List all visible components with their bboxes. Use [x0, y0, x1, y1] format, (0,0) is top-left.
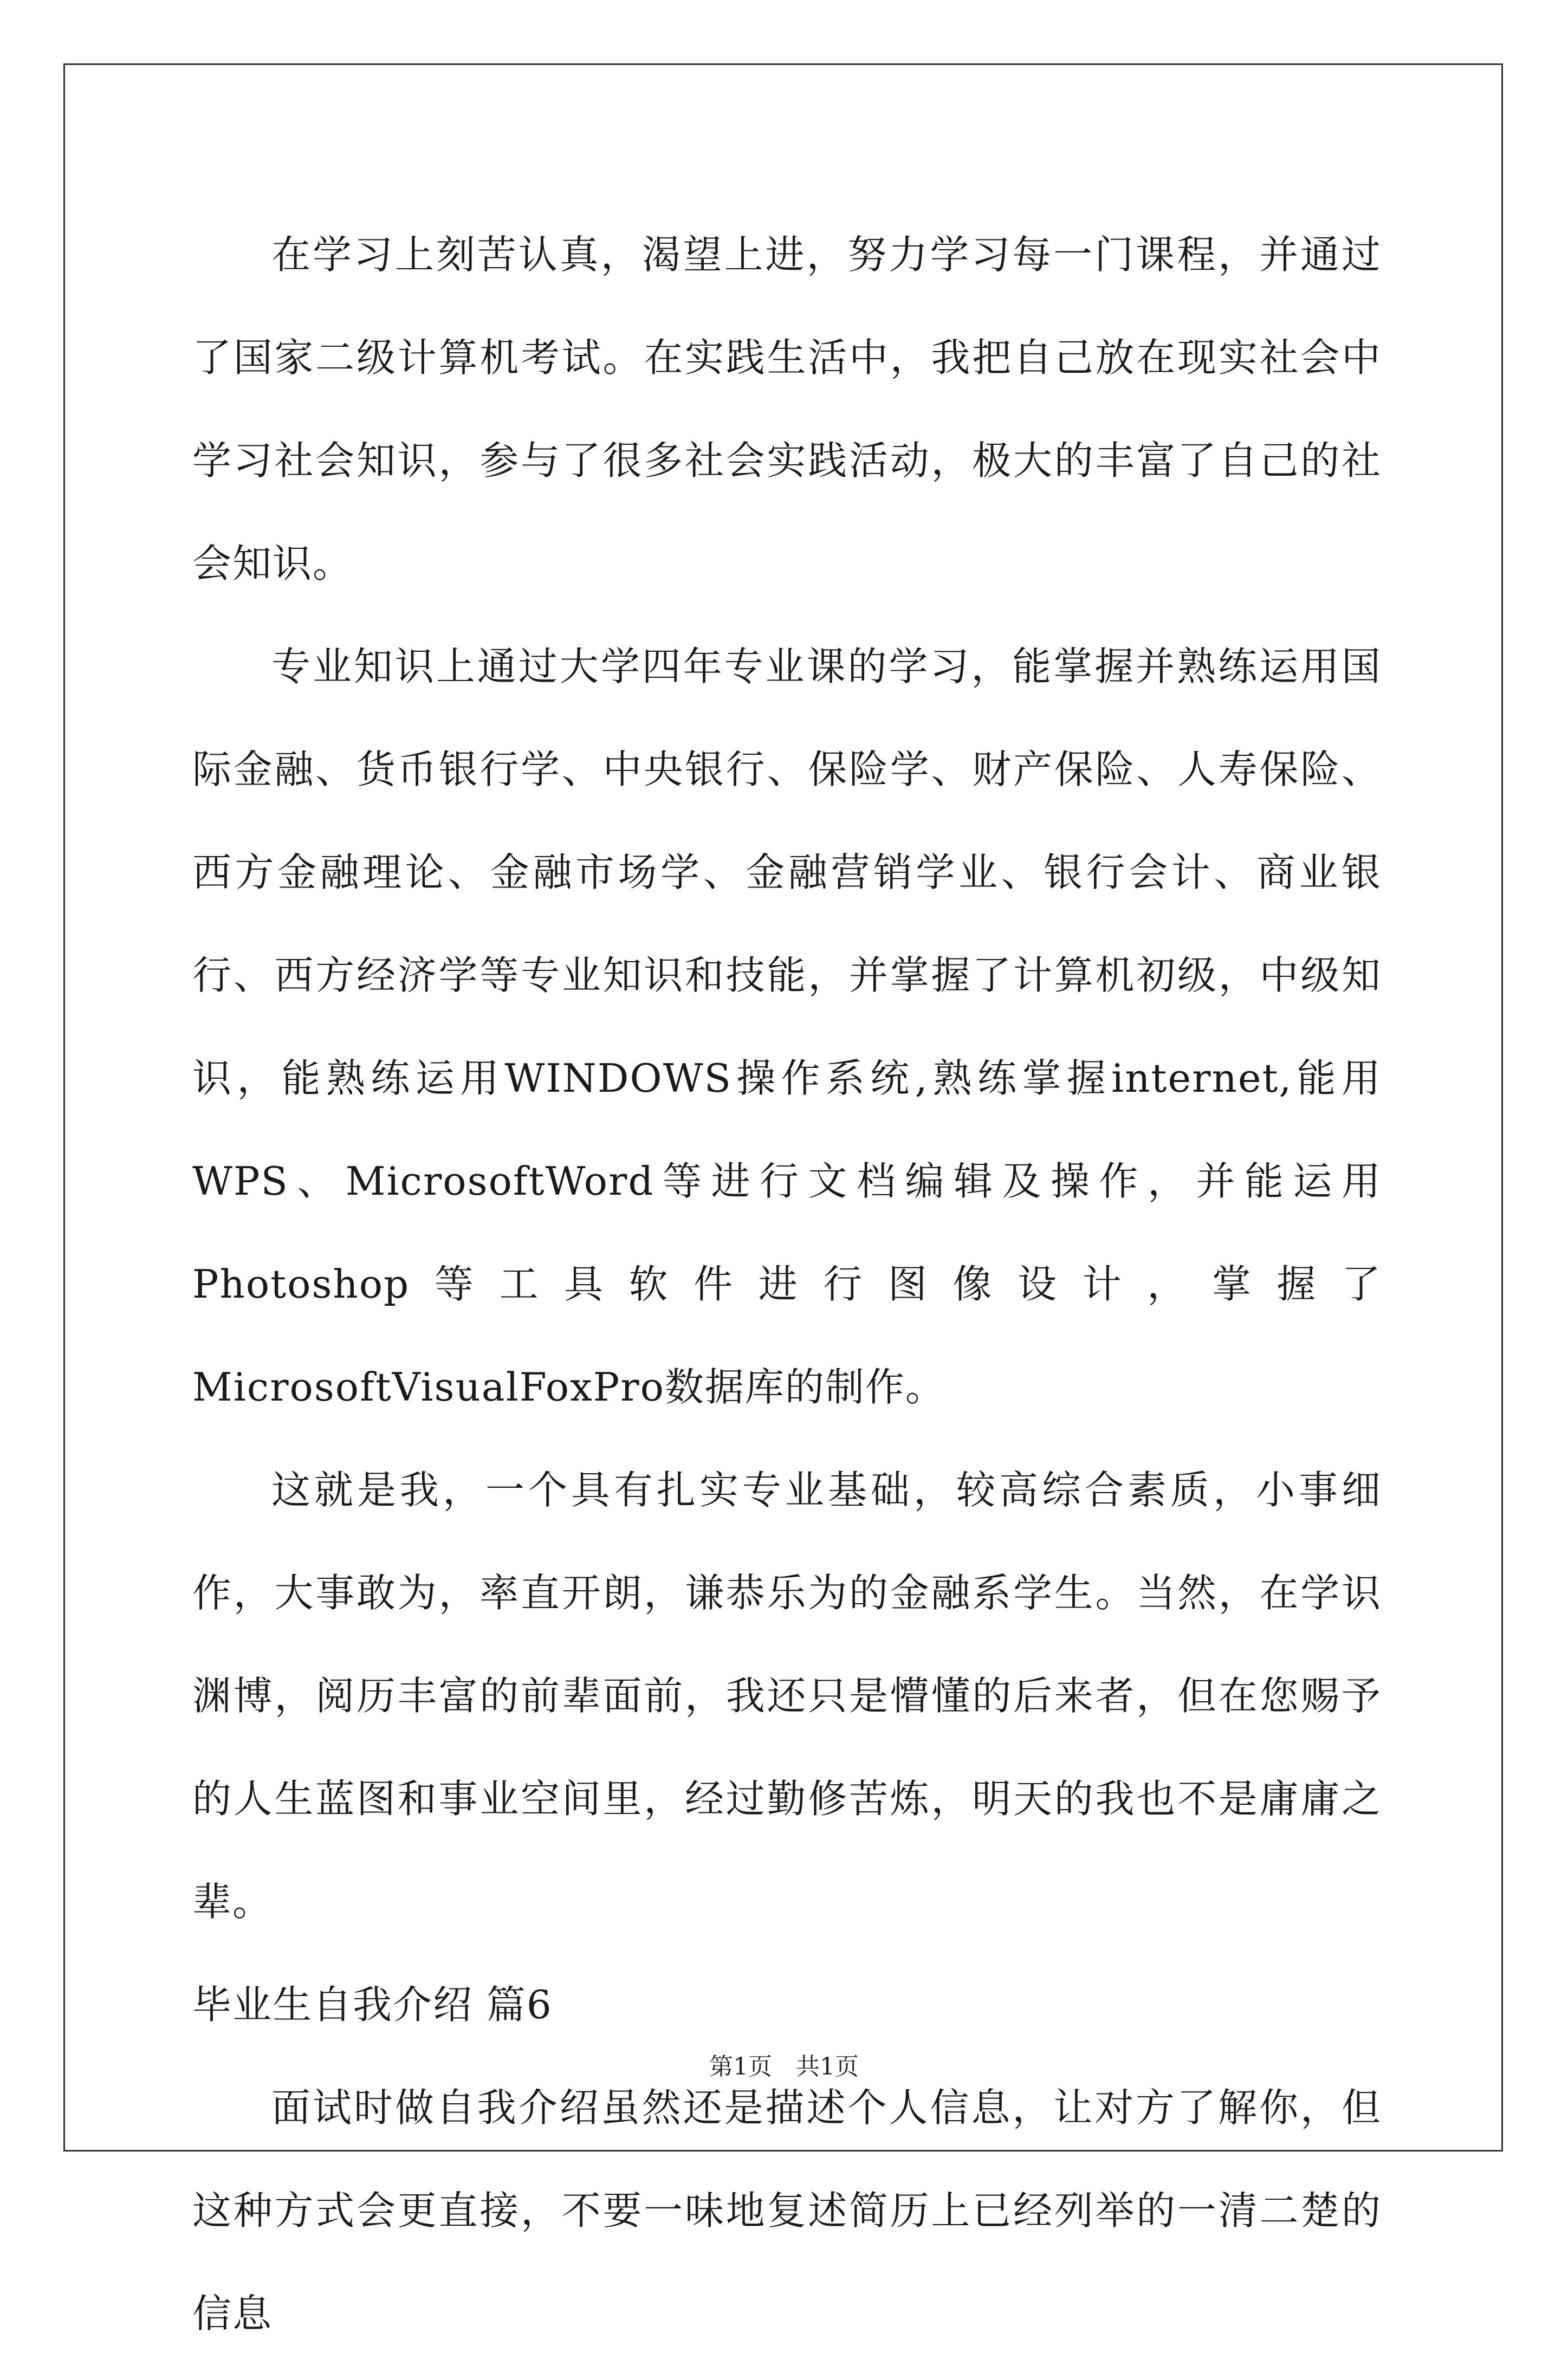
paragraph-professional-skills: 专业知识上通过大学四年专业课的学习，能掌握并熟练运用国际金融、货币银行学、中央银行、保险学、财产保险、人寿保险、西方金融理论、金融市场学、金融营销学业、银行会计、商业银行、西方经济学等专业知识和技能，并掌握了计算机初级，中级知识，能熟练运用WINDOWS操作系统,熟练掌握internet,能用WPS、MicrosoftWord等进行文档编辑及操作，并能运用Photoshop等工具软件进行图像设计，掌握了MicrosoftVisualFoxPro数据库的制作。: [192, 644, 1382, 1410]
paragraph-study: 在学习上刻苦认真，渴望上进，努力学习每一门课程，并通过了国家二级计算机考试。在实践生活中，我把自己放在现实社会中学习社会知识，参与了很多社会实践活动，极大的丰富了自己的社会知识。: [192, 232, 1382, 586]
section-heading: 毕业生自我介绍 篇6: [192, 1982, 553, 2027]
document-body: [192, 203, 1382, 2365]
page-footer: 第1页 共1页: [709, 2053, 859, 2081]
paragraph-interview: 面试时做自我介绍虽然还是描述个人信息，让对方了解你，但这种方式会更直接，不要一味地复述简历上已经列举的一清二楚的信息: [192, 2085, 1382, 2336]
paragraph-summary: 这就是我，一个具有扎实专业基础，较高综合素质，小事细作，大事敢为，率直开朗，谦恭乐为的金融系学生。当然，在学识渊博，阅历丰富的前辈面前，我还只是懵懂的后来者，但在您赐予的人生蓝图和事业空间里，经过勤修苦炼，明天的我也不是庸庸之辈。: [192, 1467, 1382, 1925]
